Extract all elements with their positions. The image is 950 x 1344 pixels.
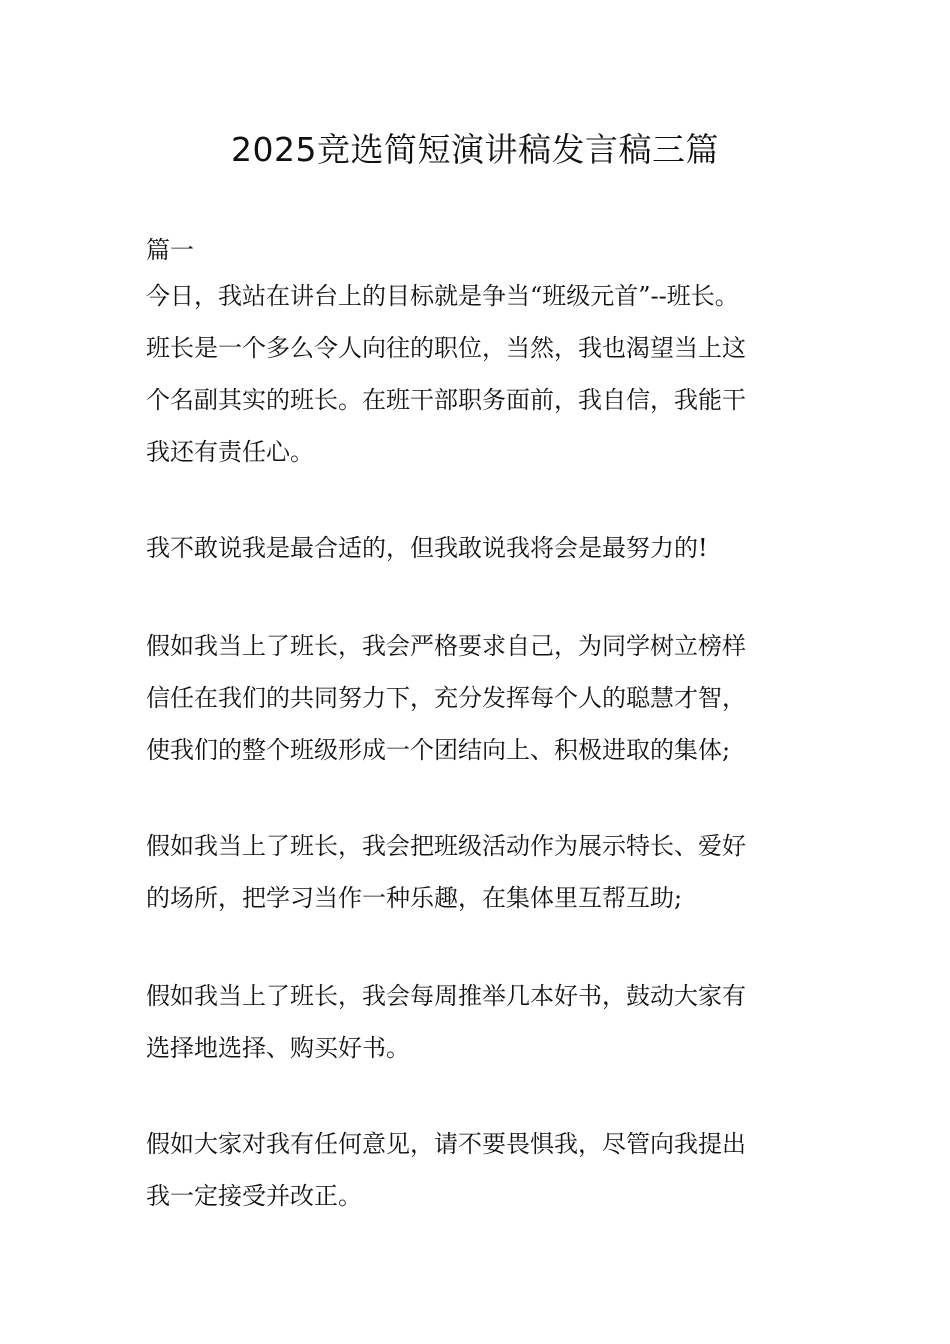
paragraph-line: 使我们的整个班级形成一个团结向上、积极进取的集体; bbox=[146, 736, 731, 764]
paragraph-line: 假如大家对我有任何意见，请不要畏惧我，尽管向我提出 bbox=[146, 1130, 746, 1158]
paragraph-6 bbox=[146, 1118, 846, 1222]
paragraph-line: 的场所，把学习当作一种乐趣，在集体里互帮互助; bbox=[146, 884, 683, 912]
paragraph-line: 个名副其实的班长。在班干部职务面前，我自信，我能干 bbox=[146, 386, 746, 414]
paragraph-line: 信任在我们的共同努力下，充分发挥每个人的聪慧才智， bbox=[146, 684, 746, 712]
paragraph-5 bbox=[146, 970, 846, 1074]
paragraph-line: 我一定接受并改正。 bbox=[146, 1182, 362, 1210]
paragraph-line: 假如我当上了班长，我会把班级活动作为展示特长、爱好 bbox=[146, 832, 746, 860]
paragraph-4 bbox=[146, 820, 846, 924]
paragraph-line: 我还有责任心。 bbox=[146, 438, 314, 466]
paragraph-line: 假如我当上了班长，我会严格要求自己，为同学树立榜样 bbox=[146, 632, 746, 660]
paragraph-1 bbox=[146, 270, 846, 478]
page-title: 2025竞选简短演讲稿发言稿三篇 bbox=[231, 130, 719, 169]
paragraph-3 bbox=[146, 620, 846, 776]
paragraph-line: 选择地选择、购买好书。 bbox=[146, 1034, 410, 1062]
section-label: 篇一 bbox=[146, 236, 194, 264]
paragraph-line: 假如我当上了班长，我会每周推举几本好书，鼓动大家有 bbox=[146, 982, 746, 1010]
paragraph-line: 班长是一个多么令人向往的职位，当然，我也渴望当上这 bbox=[146, 334, 746, 362]
paragraph-2 bbox=[146, 522, 846, 574]
paragraph-line: 今日，我站在讲台上的目标就是争当“班级元首”--班长。 bbox=[146, 282, 739, 310]
paragraph-line: 我不敢说我是最合适的，但我敢说我将会是最努力的! bbox=[146, 534, 708, 562]
